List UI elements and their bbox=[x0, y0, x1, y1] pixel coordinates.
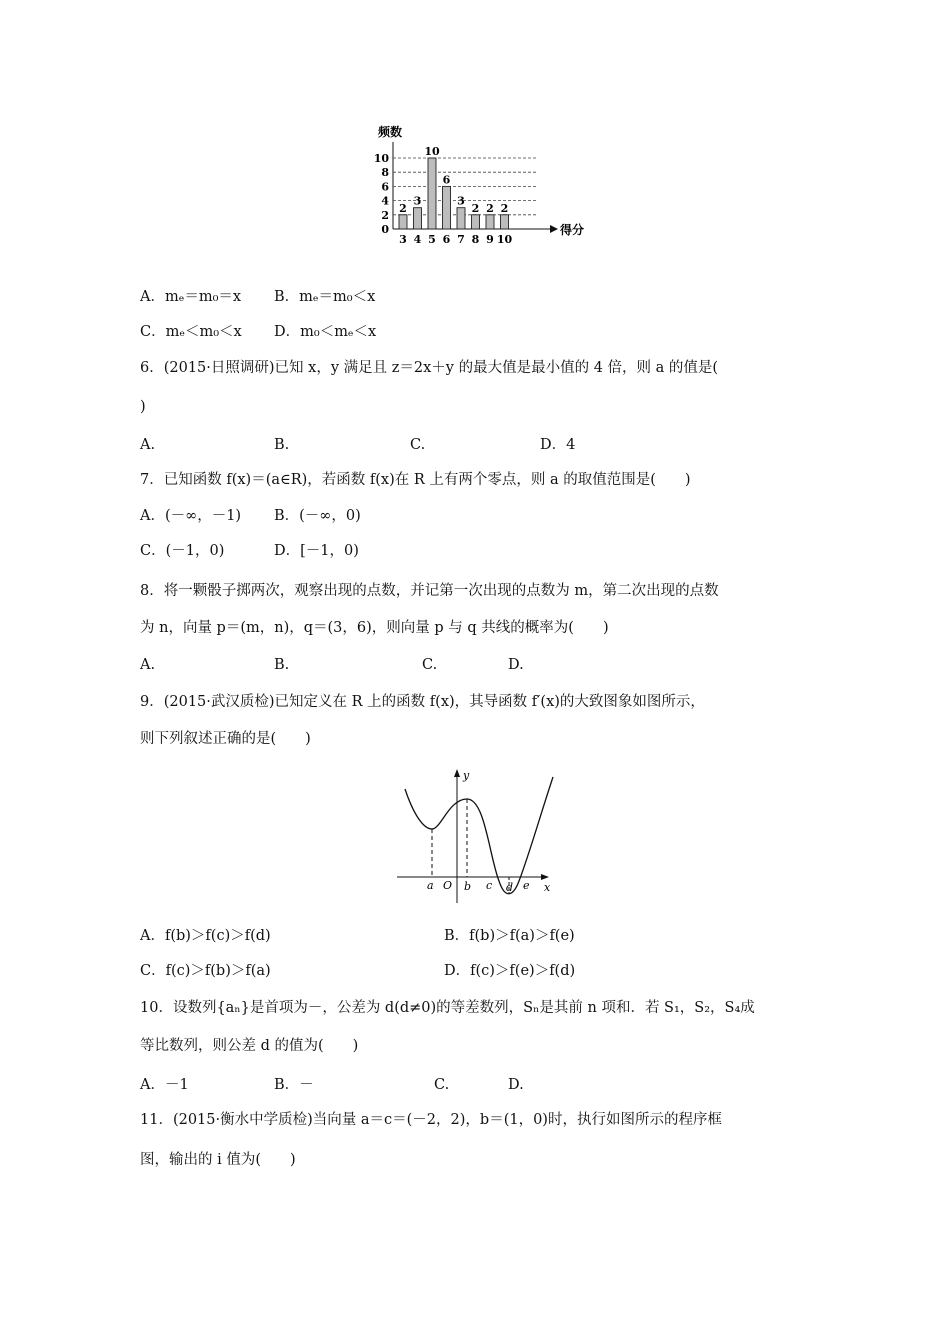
q6-option-c[interactable]: C. bbox=[410, 437, 426, 453]
bar-value-label: 2 bbox=[399, 201, 407, 215]
score-frequency-chart bbox=[360, 120, 590, 260]
q8-stem-line1: 8．将一颗骰子掷两次，观察出现的点数，并记第一次出现的点数为 m，第二次出现的点数 bbox=[140, 583, 719, 599]
x-tick-label: 9 bbox=[486, 233, 494, 246]
y-tick-label: 4 bbox=[381, 194, 389, 208]
q8-stem-line2: 为 n，向量 p＝(m，n)，q＝(3，6)，则向量 p 与 q 共线的概率为( ) bbox=[140, 620, 609, 636]
graph-label-origin: O bbox=[443, 879, 453, 892]
bar-value-label: 3 bbox=[457, 194, 465, 208]
q8-option-c[interactable]: C. bbox=[422, 657, 438, 673]
x-axis-arrow bbox=[550, 225, 558, 233]
q10-option-c[interactable]: C. bbox=[434, 1077, 450, 1093]
q9-option-d[interactable]: D．f(c)＞f(e)＞f(d) bbox=[444, 963, 576, 979]
bar bbox=[457, 208, 465, 229]
q9-stem-line2: 则下列叙述正确的是( ) bbox=[140, 731, 311, 747]
x-tick-label: 6 bbox=[442, 233, 451, 246]
q11-stem-line1: 11．(2015·衡水中学质检)当向量 a＝c＝(－2，2)，b＝(1，0)时，执行如图所示的程序框 bbox=[140, 1112, 722, 1128]
q10-option-d[interactable]: D. bbox=[508, 1077, 524, 1093]
q9-option-b[interactable]: B．f(b)＞f(a)＞f(e) bbox=[444, 928, 575, 944]
graph-label-b: b bbox=[464, 880, 472, 893]
bar bbox=[414, 208, 422, 229]
q6-option-d[interactable]: D．4 bbox=[540, 437, 576, 453]
graph-label-d: d bbox=[506, 881, 514, 894]
bar bbox=[472, 215, 480, 229]
y-tick-label: 6 bbox=[381, 180, 389, 194]
q9-option-c[interactable]: C．f(c)＞f(b)＞f(a) bbox=[140, 963, 271, 979]
bar-value-label: 10 bbox=[424, 145, 440, 158]
graph-label-e: e bbox=[523, 879, 530, 892]
q6-stem-line2: ) bbox=[140, 399, 146, 415]
q5-option-b[interactable]: B．mₑ＝m₀＜x bbox=[274, 289, 376, 305]
bar-value-label: 6 bbox=[442, 173, 451, 187]
q7-stem: 7．已知函数 f(x)＝(a∈R)，若函数 f(x)在 R 上有两个零点，则 a 的取值范围是( ) bbox=[140, 472, 691, 488]
q7-option-b[interactable]: B．(－∞，0) bbox=[274, 508, 361, 524]
q6-option-a[interactable]: A. bbox=[140, 437, 156, 453]
bar-value-label: 2 bbox=[500, 201, 509, 215]
x-tick-label: 8 bbox=[471, 233, 480, 246]
q10-stem-line2: 等比数列，则公差 d 的值为( ) bbox=[140, 1038, 359, 1054]
x-tick-label: 4 bbox=[413, 233, 422, 246]
bar bbox=[443, 186, 451, 229]
bar bbox=[399, 215, 407, 229]
graph-label-c: c bbox=[486, 879, 493, 892]
derivative-graph bbox=[395, 765, 565, 910]
y-tick-label: 10 bbox=[373, 152, 389, 165]
q8-option-d[interactable]: D. bbox=[508, 657, 524, 673]
q5-option-c[interactable]: C．mₑ＜m₀＜x bbox=[140, 324, 242, 340]
q9-option-a[interactable]: A．f(b)＞f(c)＞f(d) bbox=[140, 928, 271, 944]
q10-stem-line1: 10．设数列{aₙ}是首项为－，公差为 d(d≠0)的等差数列，Sₙ是其前 n 项和．若 S₁，S₂，S₄成 bbox=[140, 1000, 755, 1016]
x-tick-label: 7 bbox=[457, 233, 465, 246]
y-tick-label: 2 bbox=[381, 208, 389, 222]
y-tick-label: 0 bbox=[381, 223, 389, 236]
bar bbox=[428, 158, 436, 229]
q8-option-a[interactable]: A. bbox=[140, 657, 156, 673]
q7-option-a[interactable]: A．(－∞，－1) bbox=[140, 508, 242, 524]
q10-option-b[interactable]: B．－ bbox=[274, 1077, 314, 1093]
q6-stem-line1: 6．(2015·日照调研)已知 x，y 满足且 z＝2x＋y 的最大值是最小值的 4 倍，则 a 的值是( bbox=[140, 360, 719, 376]
chart-ylabel: 频数 bbox=[378, 125, 403, 139]
derivative-curve bbox=[405, 777, 553, 894]
graph-y-label: y bbox=[463, 769, 470, 782]
q5-option-d[interactable]: D．m₀＜mₑ＜x bbox=[274, 324, 377, 340]
q5-option-a[interactable]: A．mₑ＝m₀＝x bbox=[140, 289, 242, 305]
bar-value-label: 2 bbox=[486, 201, 494, 215]
x-tick-label: 10 bbox=[496, 233, 513, 246]
bar-value-label: 3 bbox=[413, 194, 422, 208]
graph-y-arrow bbox=[454, 769, 460, 777]
bar-value-label: 2 bbox=[471, 201, 480, 215]
q11-stem-line2: 图，输出的 i 值为( ) bbox=[140, 1152, 296, 1168]
x-tick-label: 5 bbox=[428, 233, 436, 246]
q7-option-d[interactable]: D．[－1，0) bbox=[274, 543, 359, 559]
bar bbox=[486, 215, 494, 229]
q10-option-a[interactable]: A．－1 bbox=[140, 1077, 189, 1093]
q7-option-c[interactable]: C．(－1，0) bbox=[140, 543, 225, 559]
q8-option-b[interactable]: B. bbox=[274, 657, 290, 673]
y-tick-label: 8 bbox=[381, 166, 389, 180]
bar bbox=[501, 215, 509, 229]
graph-x-label: x bbox=[544, 881, 551, 894]
q9-stem-line1: 9．(2015·武汉质检)已知定义在 R 上的函数 f(x)，其导函数 f′(x)的大致图象如图所示， bbox=[140, 694, 705, 710]
x-tick-label: 3 bbox=[399, 233, 407, 246]
chart-xlabel: 得分 bbox=[560, 223, 585, 237]
graph-x-arrow bbox=[541, 874, 549, 880]
q6-option-b[interactable]: B. bbox=[274, 437, 290, 453]
graph-label-a: a bbox=[427, 879, 434, 892]
